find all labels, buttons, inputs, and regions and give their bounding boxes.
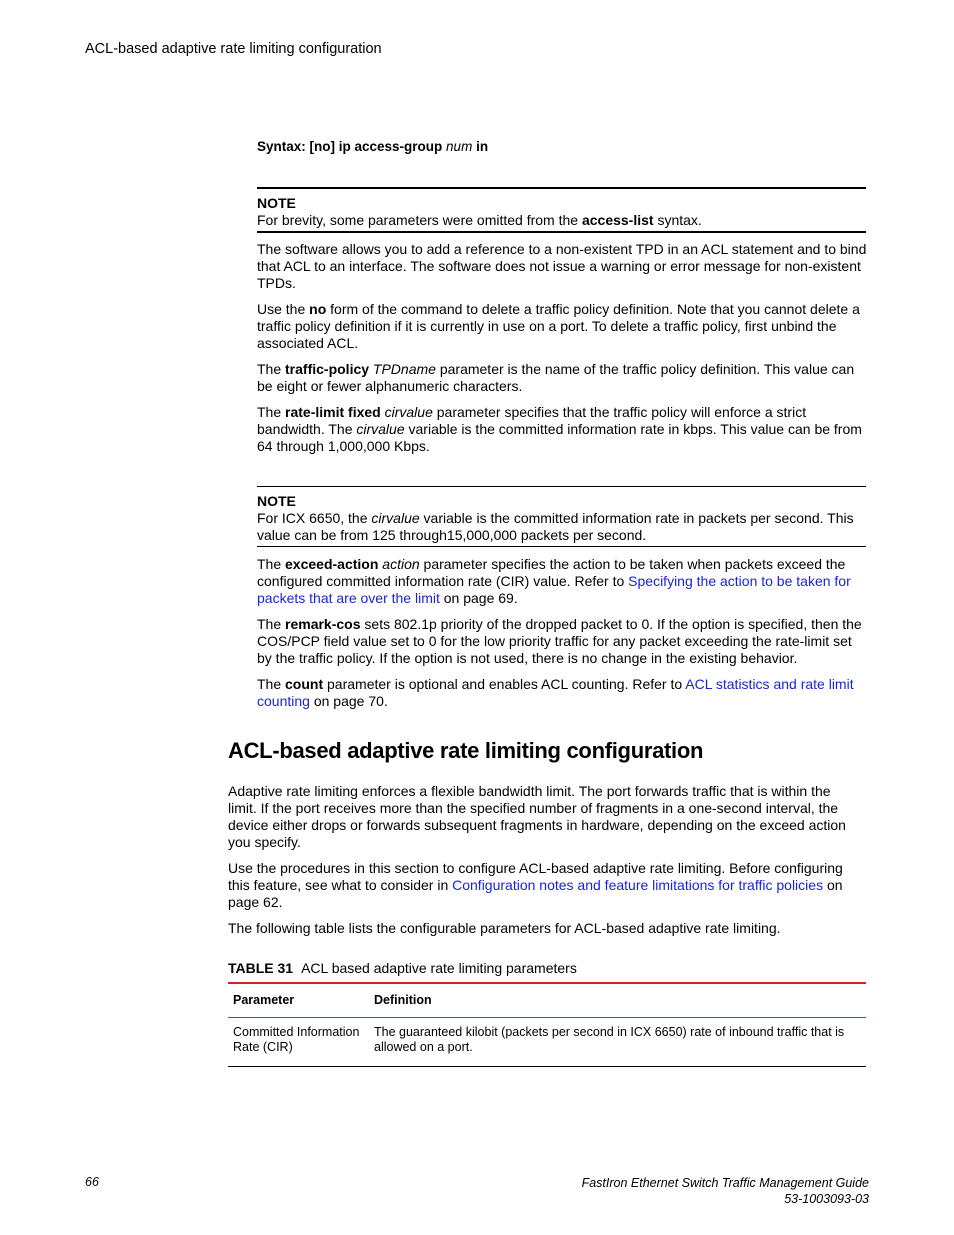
table-header-row <box>228 983 866 1018</box>
table-caption-text: ACL based adaptive rate limiting parameters <box>301 960 577 976</box>
paragraph: The count parameter is optional and enables ACL counting. Refer to ACL statistics and rate limit counting on page 70. <box>257 676 854 709</box>
paragraph: Use the procedures in this section to configure ACL-based adaptive rate limiting. Before configuring this feature, see what to consider in Configuration notes and feature limitations for traffic policies on page 62. <box>228 860 843 910</box>
section-heading: ACL-based adaptive rate limiting configuration <box>228 738 704 763</box>
column-header-parameter: Parameter <box>233 993 295 1007</box>
column-header-definition: Definition <box>374 993 432 1007</box>
table-row <box>228 1018 866 1067</box>
footer-doc-info <box>582 1175 869 1207</box>
cell-definition: The guaranteed kilobit (packets per second in ICX 6650) rate of inbound traffic that is allowed on a port. <box>374 1025 845 1054</box>
footer-doc-title: FastIron Ethernet Switch Traffic Management Guide <box>581 1176 869 1190</box>
paragraph: Adaptive rate limiting enforces a flexible bandwidth limit. The port forwards traffic that is within the limit. If the port receives more than the specified number of fragments in a one-second interval, the device either drops or forwards subsequent fragments in hardware, depending on the exceed action you specify. <box>228 783 846 850</box>
cell-parameter: Committed Information Rate (CIR) <box>233 1025 360 1054</box>
table-caption <box>228 960 577 976</box>
syntax-line <box>257 139 488 154</box>
link-acl-statistics[interactable]: ACL statistics and rate limit counting <box>257 676 854 709</box>
syntax-suffix: in <box>472 139 489 154</box>
link-configuration-notes[interactable]: Configuration notes and feature limitations for traffic policies <box>452 877 824 893</box>
paragraph: The software allows you to add a reference to a non-existent TPD in an ACL statement and to bind that ACL to an interface. The software does not issue a warning or error message for non-existent TPDs. <box>257 241 867 291</box>
footer-doc-number: 53-1003093-03 <box>784 1192 869 1206</box>
syntax-command: Syntax: [no] ip access-group <box>257 139 447 154</box>
note-body: For brevity, some parameters were omitted from the access-list syntax. <box>257 212 702 228</box>
paragraph: The following table lists the configurable parameters for ACL-based adaptive rate limiting. <box>228 920 781 936</box>
table-caption-label: TABLE 31 <box>228 960 294 976</box>
parameters-table <box>228 982 866 1067</box>
note-body: For ICX 6650, the cirvalue variable is the committed information rate in packets per second. This value can be from 125 through15,000,000 packets per second. <box>257 510 854 543</box>
paragraph: The traffic-policy TPDname parameter is the name of the traffic policy definition. This value can be eight or fewer alphanumeric characters. <box>257 361 855 394</box>
page-number: 66 <box>85 1175 99 1189</box>
paragraph: The exceed-action action parameter specifies the action to be taken when packets exceed the configured committed information rate (CIR) value. Refer to Specifying the action to be taken for packets that are over the limit on page 69. <box>257 556 851 606</box>
running-header: ACL-based adaptive rate limiting configuration <box>85 41 382 57</box>
note-box-2 <box>257 486 866 547</box>
note-title: NOTE <box>257 195 296 211</box>
note-title: NOTE <box>257 493 296 509</box>
paragraph: The remark-cos sets 802.1p priority of the dropped packet to 0. If the option is specified, then the COS/PCP field value set to 0 for the low priority traffic for any packet exceeding the rate-limit set by the traffic policy. If the option is not used, there is no change in the existing behavior. <box>257 616 862 666</box>
link-exceed-action[interactable]: Specifying the action to be taken for packets that are over the limit <box>257 573 851 606</box>
paragraph: The rate-limit fixed cirvalue parameter specifies that the traffic policy will enforce a strict bandwidth. The cirvalue variable is the committed information rate in kbps. This value can be from 64 through 1,000,000 Kbps. <box>257 404 862 454</box>
note-box-1 <box>257 187 866 233</box>
paragraph: Use the no form of the command to delete a traffic policy definition. Note that you cannot delete a traffic policy definition if it is currently in use on a port. To delete a traffic policy, first unbind the associated ACL. <box>257 301 860 351</box>
syntax-param: num <box>446 139 473 154</box>
